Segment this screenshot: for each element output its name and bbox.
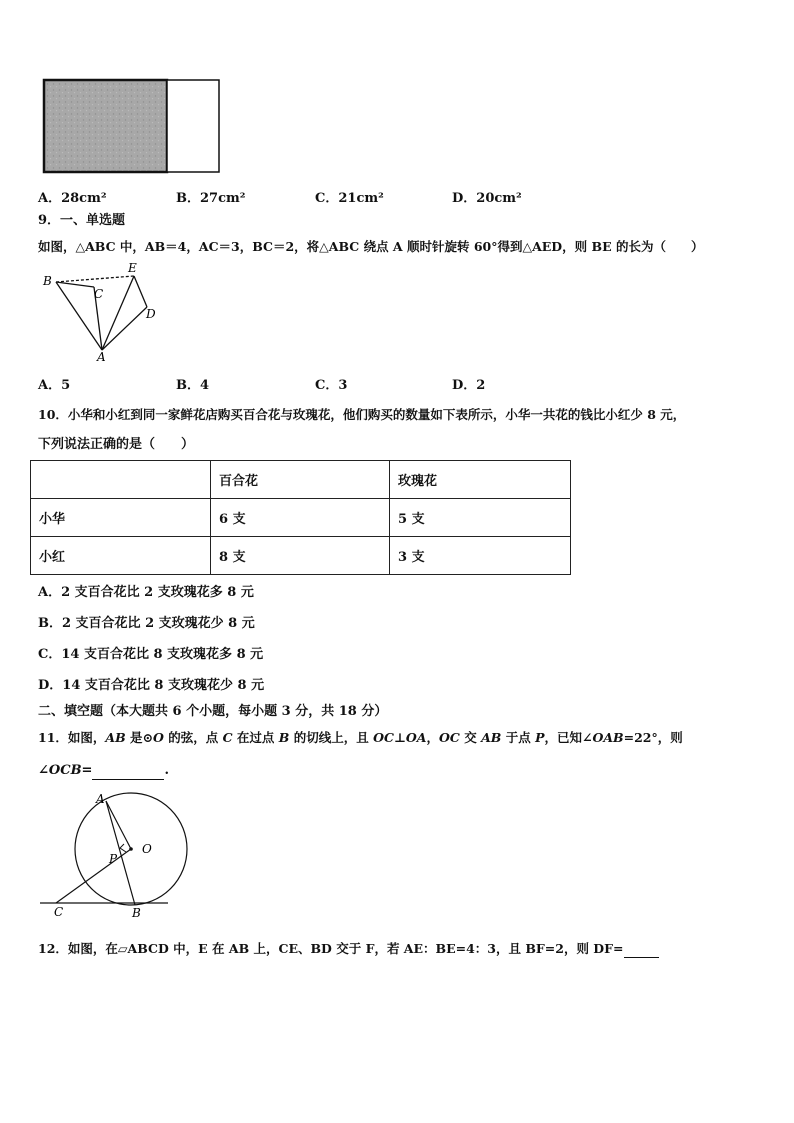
q11-text: 交 xyxy=(459,730,482,745)
q9-stem: 如图，△ABC 中，AB＝4，AC＝3，BC＝2，将△ABC 绕点 A 顺时针旋转 60°得到△AED，则 BE 的长为（ ） xyxy=(38,239,704,254)
table-cell: 8 支 xyxy=(211,537,390,575)
q11-text: 于点 xyxy=(501,730,536,745)
q8-option-c: C．21cm² xyxy=(315,191,384,206)
q11-text: 在过点 xyxy=(232,730,279,745)
q12-stem xyxy=(38,940,659,958)
q11-var: O xyxy=(153,730,164,745)
q10-stem-line1: 10．小华和小红到同一家鲜花店购买百合花与玫瑰花，他们购买的数量如下表所示，小华一共花的钱比小红少 8 元， xyxy=(38,407,686,422)
q11-stem-line1 xyxy=(38,729,683,747)
q9-option-a: A．5 xyxy=(38,378,71,393)
q8-option-b: B．27cm² xyxy=(176,191,246,206)
q9-label-d: D xyxy=(146,307,156,321)
table-row xyxy=(31,537,571,575)
q11-text: =22°，则 xyxy=(623,730,683,745)
q11-label-a: A xyxy=(96,792,105,806)
q10-option-a: A．2 支百合花比 2 支玫瑰花多 8 元 xyxy=(38,585,254,600)
q11-stem-line2 xyxy=(38,762,169,780)
q11-label-o: O xyxy=(142,842,152,856)
q10-table xyxy=(30,460,571,575)
q11-period: . xyxy=(164,763,169,778)
q9-segment-ed xyxy=(134,276,147,307)
q8-options xyxy=(38,187,738,205)
q11-var: OC⊥OA xyxy=(373,730,427,745)
q9-segment-ea xyxy=(102,276,134,350)
q9-figure xyxy=(40,260,165,365)
table-cell: 5 支 xyxy=(390,499,571,537)
q11-segment-co xyxy=(56,849,131,903)
table-cell: 小红 xyxy=(31,537,211,575)
q9-segment-bc xyxy=(56,282,94,287)
q11-var: AB xyxy=(481,730,502,745)
q9-label-e: E xyxy=(128,261,137,275)
table-cell: 3 支 xyxy=(390,537,571,575)
q11-center-dot xyxy=(129,847,133,851)
table-header-lily: 百合花 xyxy=(211,461,390,499)
section2-title: 二、填空题（本大题共 6 个小题，每小题 3 分，共 18 分） xyxy=(38,704,388,719)
q9-header: 9．一、单选题 xyxy=(38,213,126,228)
table-cell: 小华 xyxy=(31,499,211,537)
q12-answer-blank[interactable] xyxy=(624,943,659,958)
q11-var: AB xyxy=(105,730,126,745)
q11-var: P xyxy=(535,730,545,745)
q11-text: 的切线上，且 xyxy=(289,730,374,745)
q11-answer-blank[interactable] xyxy=(92,763,164,780)
q11-label-b: B xyxy=(132,906,141,920)
table-header-empty xyxy=(31,461,211,499)
q11-right-angle-mark xyxy=(120,844,126,852)
q11-var: C xyxy=(222,730,233,745)
table-row xyxy=(31,499,571,537)
q9-option-b: B．4 xyxy=(176,378,210,393)
q11-label-c: C xyxy=(54,905,64,919)
q11-text: ，已知∠ xyxy=(544,730,593,745)
q10-option-c: C．14 支百合花比 8 支玫瑰花多 8 元 xyxy=(38,647,264,662)
q11-figure xyxy=(38,788,198,920)
q10-option-b: B．2 支百合花比 2 支玫瑰花少 8 元 xyxy=(38,616,255,631)
q8-figure xyxy=(40,76,230,178)
q8-square xyxy=(167,80,219,172)
table-header-row xyxy=(31,461,571,499)
q12-text: 12．如图，在▱ABCD 中，E 在 AB 上，CE、BD 交于 F，若 AE：BE=4：3，且 BF=2，则 DF= xyxy=(38,941,624,956)
table-header-rose: 玫瑰花 xyxy=(390,461,571,499)
q9-segment-be xyxy=(56,276,134,282)
q9-label-c: C xyxy=(94,287,104,301)
q11-segment-ao xyxy=(106,801,131,849)
table-cell: 6 支 xyxy=(211,499,390,537)
q10-stem-line2: 下列说法正确的是（ ） xyxy=(38,437,195,452)
q11-var: B xyxy=(278,730,290,745)
q8-shaded-rect xyxy=(44,80,167,172)
q9-segment-da xyxy=(102,307,147,350)
q11-var: OAB xyxy=(592,730,624,745)
q9-option-d: D．2 xyxy=(452,378,486,393)
q9-options xyxy=(38,374,738,392)
q8-option-d: D．20cm² xyxy=(452,191,522,206)
q10-option-d: D．14 支百合花比 8 支玫瑰花少 8 元 xyxy=(38,678,265,693)
q11-label-p: P xyxy=(109,852,118,866)
q11-text: 的弦，点 xyxy=(163,730,223,745)
q11-answer-label: ∠OCB= xyxy=(38,763,93,778)
q11-var: OC xyxy=(439,730,460,745)
q11-text: 11．如图， xyxy=(38,730,106,745)
q9-label-a: A xyxy=(97,350,106,364)
q8-option-a: A．28cm² xyxy=(38,191,107,206)
q9-label-b: B xyxy=(43,274,52,288)
q11-text: 是⊙ xyxy=(125,730,153,745)
q9-option-c: C．3 xyxy=(315,378,348,393)
q11-text: ， xyxy=(426,730,440,745)
